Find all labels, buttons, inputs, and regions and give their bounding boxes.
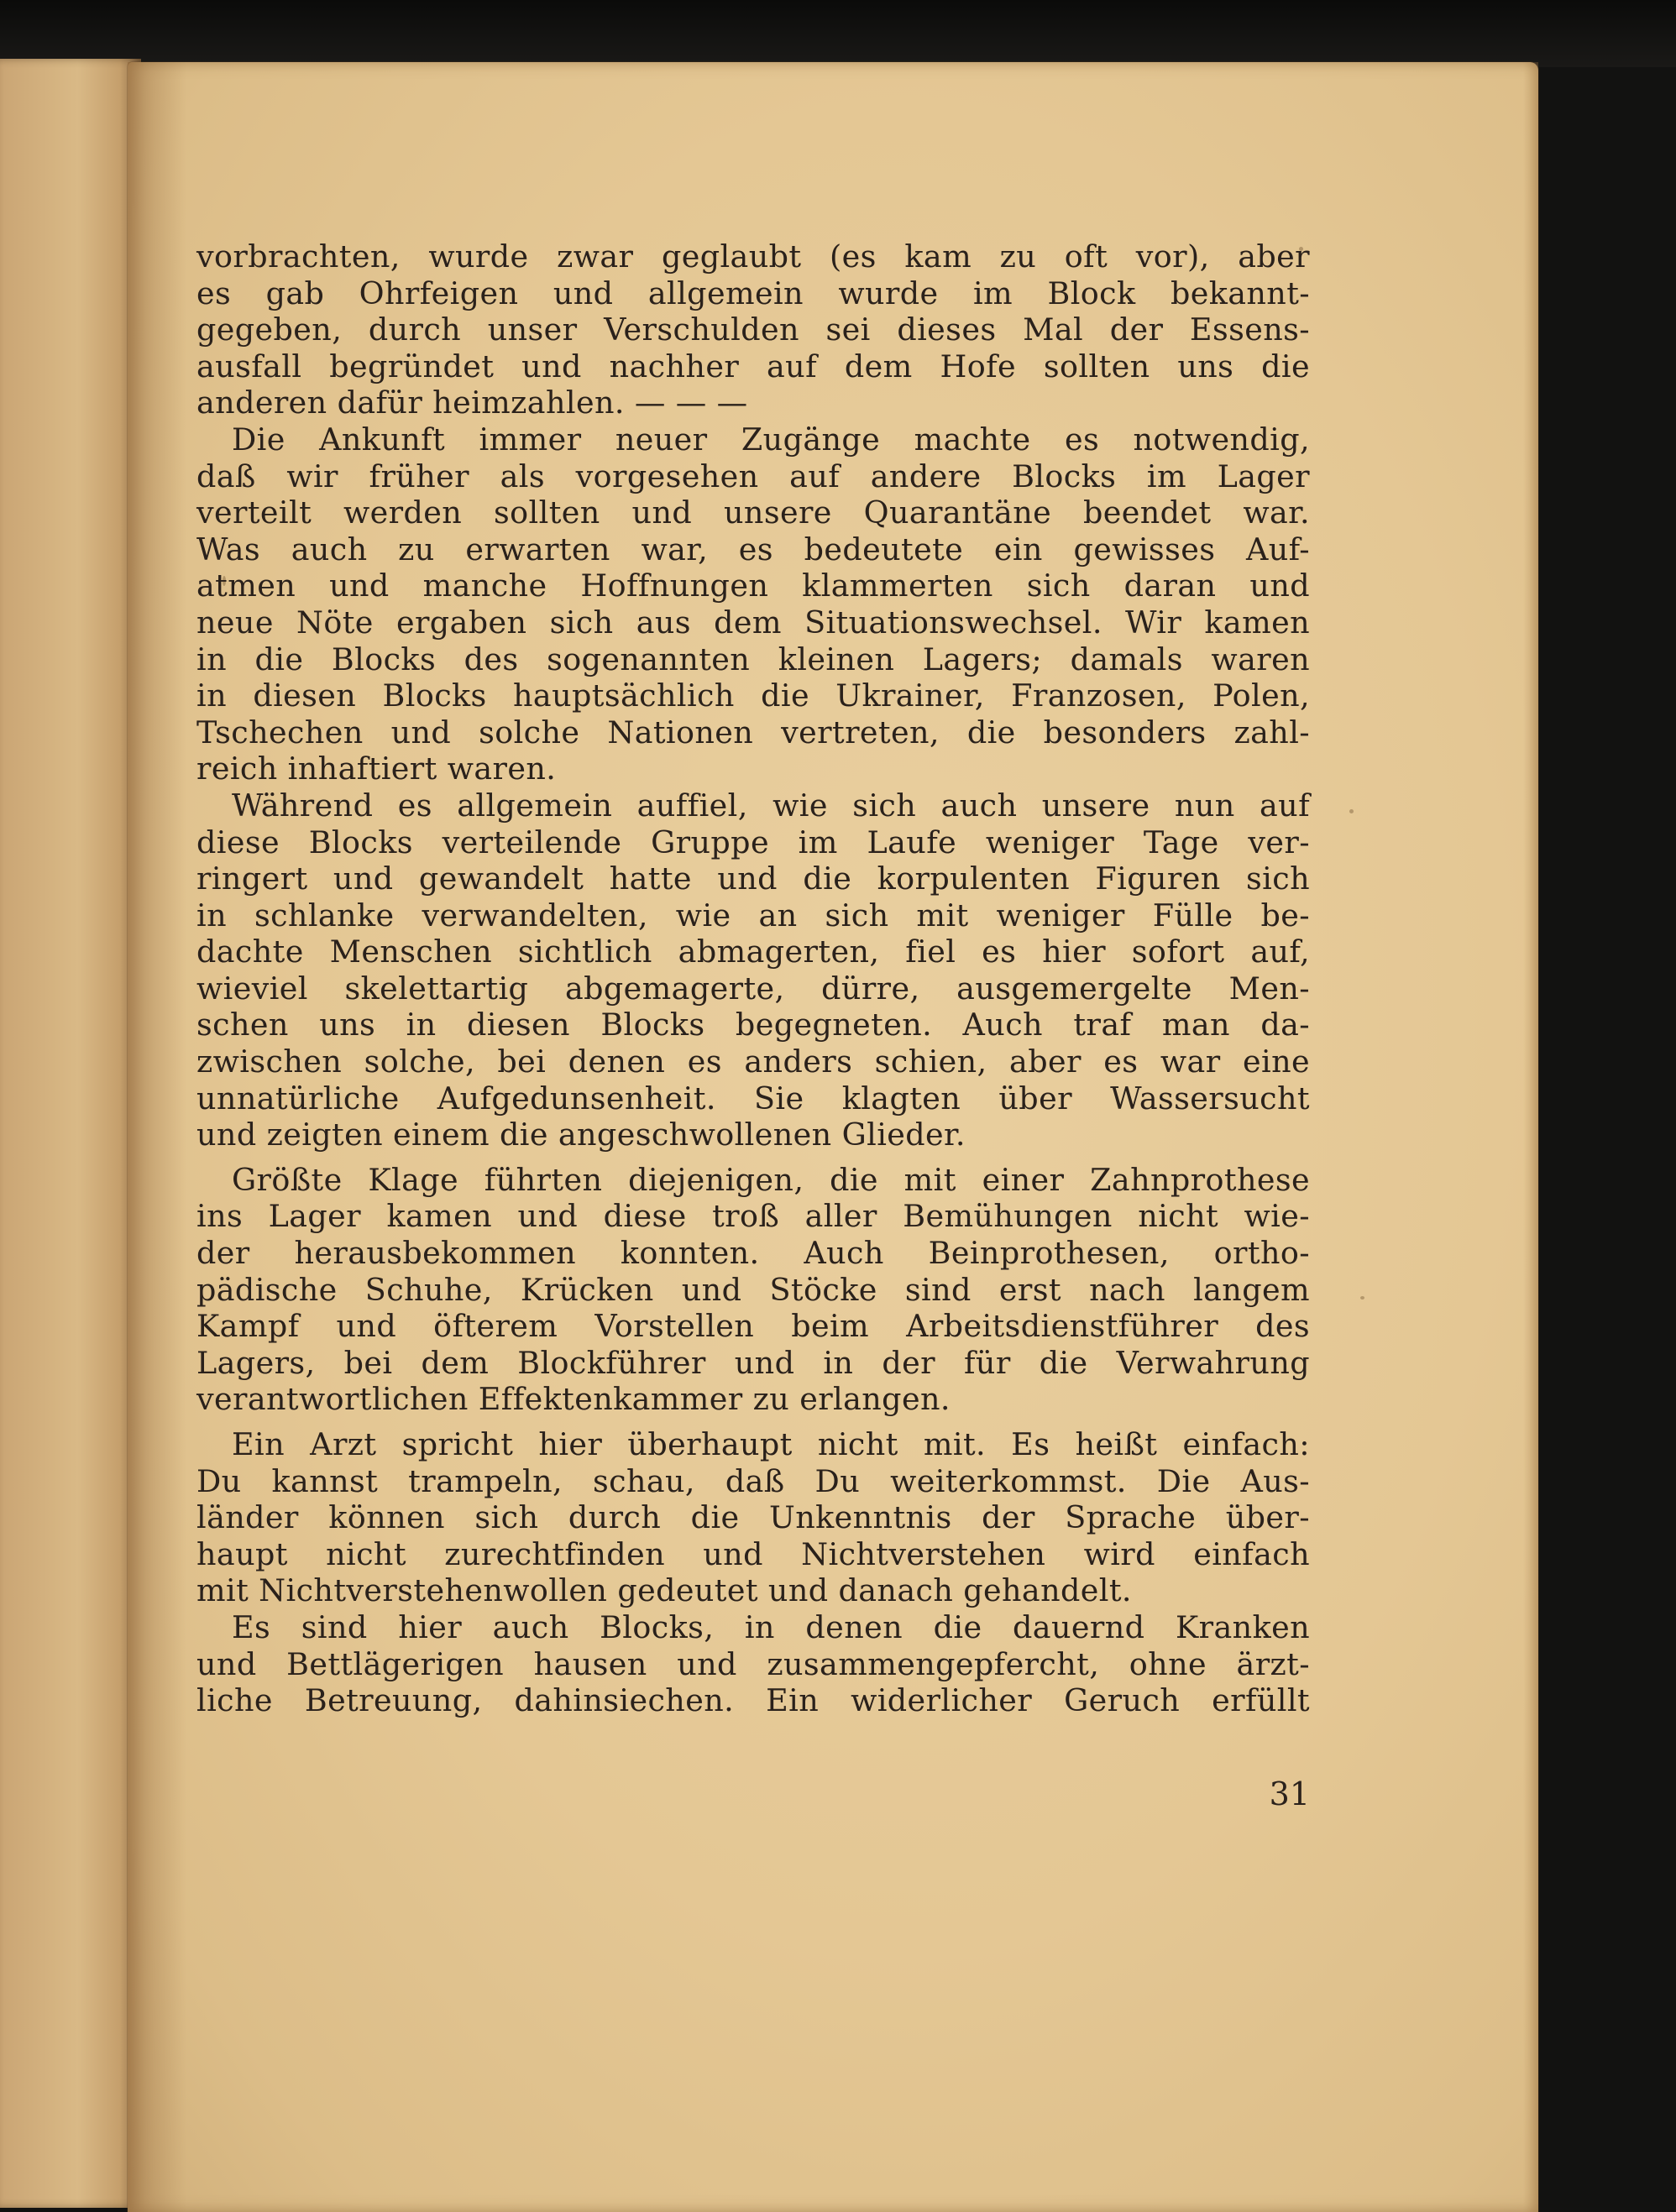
text-line: unnatürliche Aufgedunsenheit. Sie klagten über Wassersucht [196, 1080, 1310, 1116]
text-line: vorbrachten, wurde zwar geglaubt (es kam zu oft vor), aber [196, 238, 1310, 275]
text-line: gegeben, durch unser Verschulden sei dieses Mal der Essens- [196, 311, 1310, 348]
paper-speck [1349, 809, 1354, 813]
text-line: der herausbekommen konnten. Auch Beinprothesen, ortho- [196, 1235, 1310, 1272]
previous-page-edge [0, 59, 141, 2208]
paragraph [196, 238, 1310, 421]
text-line: Ein Arzt spricht hier überhaupt nicht mit. Es heißt einfach: [232, 1426, 1310, 1462]
paper-speck [1360, 1296, 1364, 1299]
text-line: länder können sich durch die Unkenntnis der Sprache über- [196, 1499, 1310, 1536]
text-line: Größte Klage führten diejenigen, die mit einer Zahnprothese [232, 1161, 1310, 1198]
text-line: Kampf und öfterem Vorstellen beim Arbeitsdienstführer des [196, 1308, 1310, 1345]
page-gutter-shadow [128, 62, 186, 2212]
text-line: dachte Menschen sichtlich abmagerten, fiel es hier sofort auf, [196, 933, 1310, 970]
text-line: mit Nichtverstehenwollen gedeutet und danach gehandelt. [196, 1572, 1132, 1609]
text-line: es gab Ohrfeigen und allgemein wurde im Block bekannt- [196, 275, 1310, 311]
text-line: schen uns in diesen Blocks begegneten. Auch traf man da- [196, 1007, 1310, 1043]
text-line: diese Blocks verteilende Gruppe im Laufe weniger Tage ver- [196, 824, 1310, 860]
text-line: Was auch zu erwarten war, es bedeutete ein gewisses Auf- [196, 531, 1310, 567]
text-line: Tschechen und solche Nationen vertreten, die besonders zahl- [196, 714, 1310, 750]
body-text [196, 238, 1310, 1719]
text-line: in schlanke verwandelten, wie an sich mit weniger Fülle be- [196, 897, 1310, 933]
page-number: 31 [1269, 1775, 1310, 1812]
text-line: atmen und manche Hoffnungen klammerten sich daran und [196, 567, 1310, 604]
paragraph [196, 1162, 1310, 1418]
text-line: neue Nöte ergaben sich aus dem Situationswechsel. Wir kamen [196, 604, 1310, 641]
text-line: in die Blocks des sogenannten kleinen Lagers; damals waren [196, 641, 1310, 677]
text-line: zwischen solche, bei denen es anders schien, aber es war eine [196, 1043, 1310, 1080]
page-edge [1523, 62, 1538, 2212]
text-line: ausfall begründet und nachher auf dem Hofe sollten uns die [196, 348, 1310, 384]
paragraph-spacing [196, 1153, 1310, 1162]
text-line: ringert und gewandelt hatte und die korpulenten Figuren sich [196, 860, 1310, 897]
text-line: verteilt werden sollten und unsere Quarantäne beendet war. [196, 494, 1310, 531]
text-line: Du kannst trampeln, schau, daß Du weiterkommst. Die Aus- [196, 1462, 1310, 1499]
scanner-background [0, 0, 1676, 67]
text-line: wieviel skelettartig abgemagerte, dürre, ausgemergelte Men- [196, 970, 1310, 1007]
text-line: in diesen Blocks hauptsächlich die Ukrainer, Franzosen, Polen, [196, 677, 1310, 714]
text-line: haupt nicht zurechtfinden und Nichtverstehen wird einfach [196, 1535, 1310, 1572]
paragraph-spacing [196, 1418, 1310, 1426]
text-line: anderen dafür heimzahlen. — — — [196, 384, 748, 421]
text-line: pädische Schuhe, Krücken und Stöcke sind erst nach langem [196, 1271, 1310, 1308]
paragraph [196, 787, 1310, 1153]
text-line: und Bettlägerigen hausen und zusammengepfercht, ohne ärzt- [196, 1645, 1310, 1682]
text-line: reich inhaftiert waren. [196, 750, 557, 787]
text-line: ins Lager kamen und diese troß aller Bemühungen nicht wie- [196, 1198, 1310, 1235]
paragraph [196, 1426, 1310, 1609]
text-line: und zeigten einem die angeschwollenen Glieder. [196, 1116, 966, 1153]
text-line: Während es allgemein auffiel, wie sich auch unsere nun auf [232, 787, 1310, 824]
text-line: liche Betreuung, dahinsiechen. Ein widerlicher Geruch erfüllt [196, 1682, 1310, 1719]
text-line: Die Ankunft immer neuer Zugänge machte es notwendig, [232, 421, 1310, 458]
text-line: verantwortlichen Effektenkammer zu erlangen. [196, 1381, 951, 1418]
paragraph [196, 421, 1310, 787]
text-line: Es sind hier auch Blocks, in denen die dauernd Kranken [232, 1608, 1310, 1645]
text-line: daß wir früher als vorgesehen auf andere Blocks im Lager [196, 458, 1310, 494]
paragraph [196, 1609, 1310, 1719]
text-line: Lagers, bei dem Blockführer und in der für die Verwahrung [196, 1344, 1310, 1381]
